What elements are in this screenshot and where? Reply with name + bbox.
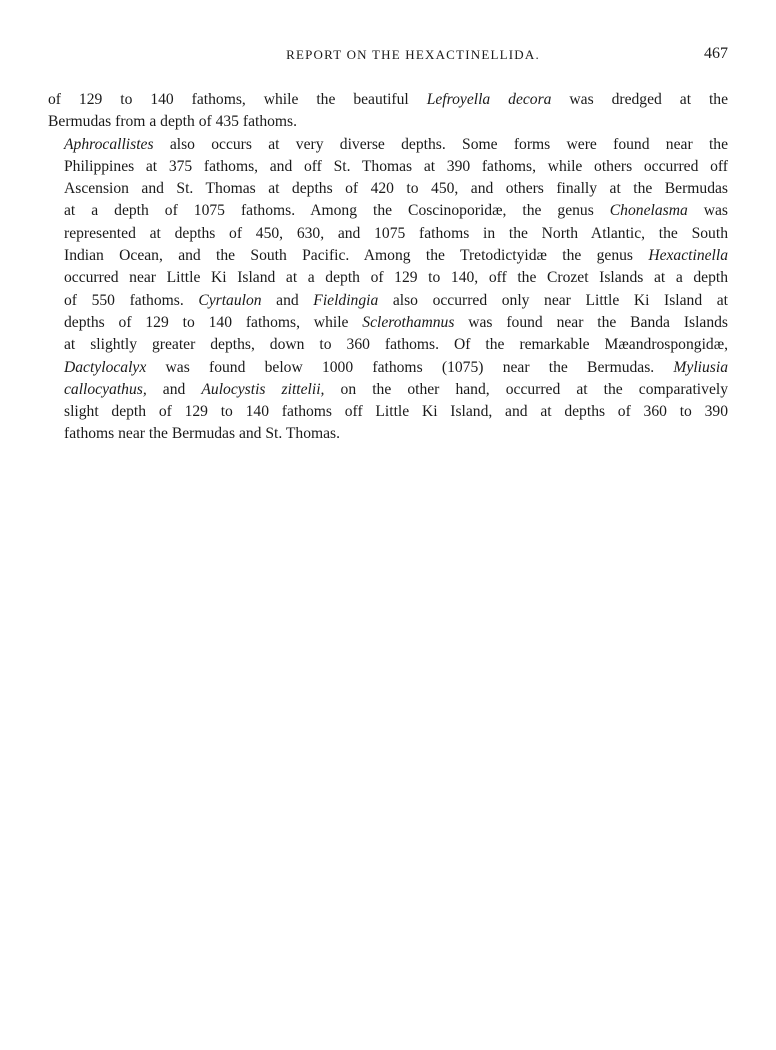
taxon-name: Hexactinella [648, 247, 728, 265]
taxon-name: Chonelasma [609, 202, 688, 220]
text-line: fathoms near the Bermudas and St. Thomas. [64, 425, 341, 443]
text-line: Dactylocalyx was found below 1000 fathoms (1075) near the Bermudas. Myliusia [64, 358, 728, 376]
taxon-name: Aulocystis zittelii, [201, 380, 325, 398]
text-line: Indian Ocean, and the South Pacific. Among the Tretodictyidæ the genus Hexactinella [64, 247, 728, 265]
taxon-name: callocyathus, [64, 380, 147, 398]
text-line: at a depth of 1075 fathoms. Among the Coscinoporidæ, the genus Chonelasma was [64, 202, 728, 220]
taxon-name: Dactylocalyx [64, 358, 147, 376]
text-line: of 129 to 140 fathoms, while the beautiful Lefroyella decora was dredged at the [48, 91, 729, 108]
running-head [48, 45, 728, 69]
text-line: slight depth of 129 to 140 fathoms off Little Ki Island, and at depths of 360 to 390 [64, 403, 728, 421]
text-line: Philippines at 375 fathoms, and off St. Thomas at 390 fathoms, while others occurred off [64, 157, 728, 175]
text-line: Bermudas from a depth of 435 fathoms. [48, 113, 298, 131]
document-page [48, 45, 728, 446]
taxon-name: Myliusia [673, 358, 728, 376]
text-line: of 550 fathoms. Cyrtaulon and Fieldingia also occurred only near Little Ki Island at [64, 291, 729, 309]
text-line: represented at depths of 450, 630, and 1075 fathoms in the North Atlantic, the South [64, 224, 728, 242]
taxon-name: Cyrtaulon [198, 291, 262, 309]
text-line: callocyathus, and Aulocystis zittelii, on the other hand, occurred at the comparatively [64, 380, 728, 398]
page-number: 467 [704, 45, 728, 62]
body-text [48, 89, 728, 446]
taxon-name: Sclerothamnus [362, 313, 455, 331]
text-line: Ascension and St. Thomas at depths of 420 to 450, and others finally at the Bermudas [64, 180, 728, 198]
text-line: occurred near Little Ki Island at a depth of 129 to 140, off the Crozet Islands at a depth [64, 269, 728, 287]
paragraph-1 [48, 89, 728, 134]
running-title: REPORT ON THE HEXACTINELLIDA. [286, 47, 540, 62]
taxon-name: Lefroyella decora [426, 91, 552, 108]
taxon-name: Aphrocallistes [64, 135, 154, 153]
text-line: at slightly greater depths, down to 360 fathoms. Of the remarkable Mæandrospongidæ, [64, 336, 728, 354]
paragraph-2 [48, 134, 728, 446]
taxon-name: Fieldingia [313, 291, 379, 309]
text-line: Aphrocallistes also occurs at very diverse depths. Some forms were found near the [64, 135, 728, 153]
text-line: depths of 129 to 140 fathoms, while Sclerothamnus was found near the Banda Islands [64, 313, 728, 331]
